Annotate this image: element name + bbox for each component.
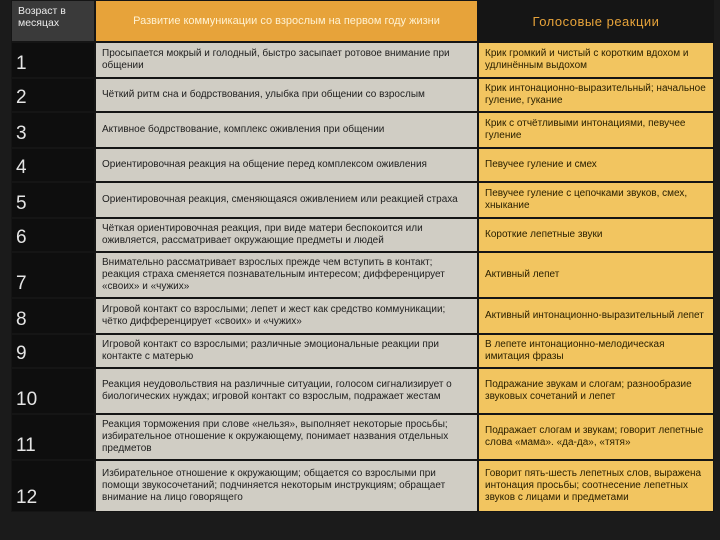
development-cell: Чёткая ориентировочная реакция, при виде матери беспокоится или оживляется, рассматривает окружающие предметы и людей — [95, 218, 478, 252]
table-row — [11, 334, 714, 368]
table-row — [11, 112, 714, 148]
development-cell: Реакция торможения при слове «нельзя», выполняет некоторые просьбы; избирательное отношение к окружающему, понимает названия отдельных предметов — [95, 414, 478, 460]
table-row — [11, 42, 714, 78]
voice-cell: Подражает слогам и звукам; говорит лепетные слова «мама». «да-да», «тятя» — [478, 414, 714, 460]
development-cell: Игровой контакт со взрослыми; лепет и жест как средство коммуникации; чётко дифференцирует «своих» и «чужих» — [95, 298, 478, 334]
month-cell: 11 — [11, 414, 95, 460]
header-voice: Голосовые реакции — [478, 0, 714, 42]
voice-cell: Подражание звукам и слогам; разнообразие звуковых сочетаний и лепет — [478, 368, 714, 414]
month-cell: 7 — [11, 252, 95, 298]
development-cell: Ориентировочная реакция на общение перед комплексом оживления — [95, 148, 478, 182]
development-table — [11, 0, 714, 512]
development-cell: Избирательное отношение к окружающим; общается со взрослыми при помощи звукосочетаний; подчиняется некоторым инструкциям; обращает внимание на лицо говорящего — [95, 460, 478, 512]
table-row — [11, 218, 714, 252]
voice-cell: Говорит пять-шесть лепетных слов, выражена интонация просьбы; соотнесение лепетных звуков с лицами и предметами — [478, 460, 714, 512]
development-cell: Ориентировочная реакция, сменяющаяся оживлением или реакцией страха — [95, 182, 478, 218]
month-cell: 12 — [11, 460, 95, 512]
month-cell: 2 — [11, 78, 95, 112]
table-row — [11, 460, 714, 512]
voice-cell: В лепете интонационно-мелодическая имитация фразы — [478, 334, 714, 368]
voice-cell: Активный интонационно-выразительный лепет — [478, 298, 714, 334]
table-row — [11, 414, 714, 460]
development-cell: Реакция неудовольствия на различные ситуации, голосом сигнализирует о биологических нуждах; игровой контакт со взрослым, подражает жестам — [95, 368, 478, 414]
month-cell: 6 — [11, 218, 95, 252]
development-cell: Чёткий ритм сна и бодрствования, улыбка при общении со взрослым — [95, 78, 478, 112]
table-row — [11, 182, 714, 218]
month-cell: 9 — [11, 334, 95, 368]
table-row — [11, 148, 714, 182]
month-cell: 8 — [11, 298, 95, 334]
table-header-row — [11, 0, 714, 42]
header-development: Развитие коммуникации со взрослым на первом году жизни — [95, 0, 478, 42]
voice-cell: Певучее гуление с цепочками звуков, смех, хныкание — [478, 182, 714, 218]
month-cell: 4 — [11, 148, 95, 182]
table-row — [11, 252, 714, 298]
voice-cell: Крик громкий и чистый с коротким вдохом и удлинённым выдохом — [478, 42, 714, 78]
development-cell: Активное бодрствование, комплекс оживления при общении — [95, 112, 478, 148]
month-cell: 1 — [11, 42, 95, 78]
table-row — [11, 368, 714, 414]
development-cell: Просыпается мокрый и голодный, быстро засыпает ротовое внимание при общении — [95, 42, 478, 78]
voice-cell: Крик с отчётливыми интонациями, певучее гуление — [478, 112, 714, 148]
month-cell: 3 — [11, 112, 95, 148]
voice-cell: Крик интонационно-выразительный; начальное гуление, гукание — [478, 78, 714, 112]
table-body — [11, 42, 714, 512]
month-cell: 5 — [11, 182, 95, 218]
development-cell: Внимательно рассматривает взрослых прежде чем вступить в контакт; реакция страха сменяется познавательным интересом; дифференцирует «своих» и «чужих» — [95, 252, 478, 298]
development-cell: Игровой контакт со взрослыми; различные эмоциональные реакции при контакте с матерью — [95, 334, 478, 368]
table-row — [11, 298, 714, 334]
voice-cell: Активный лепет — [478, 252, 714, 298]
table-row — [11, 78, 714, 112]
voice-cell: Певучее гуление и смех — [478, 148, 714, 182]
month-cell: 10 — [11, 368, 95, 414]
header-age: Возраст в месяцах — [11, 0, 95, 42]
voice-cell: Короткие лепетные звуки — [478, 218, 714, 252]
